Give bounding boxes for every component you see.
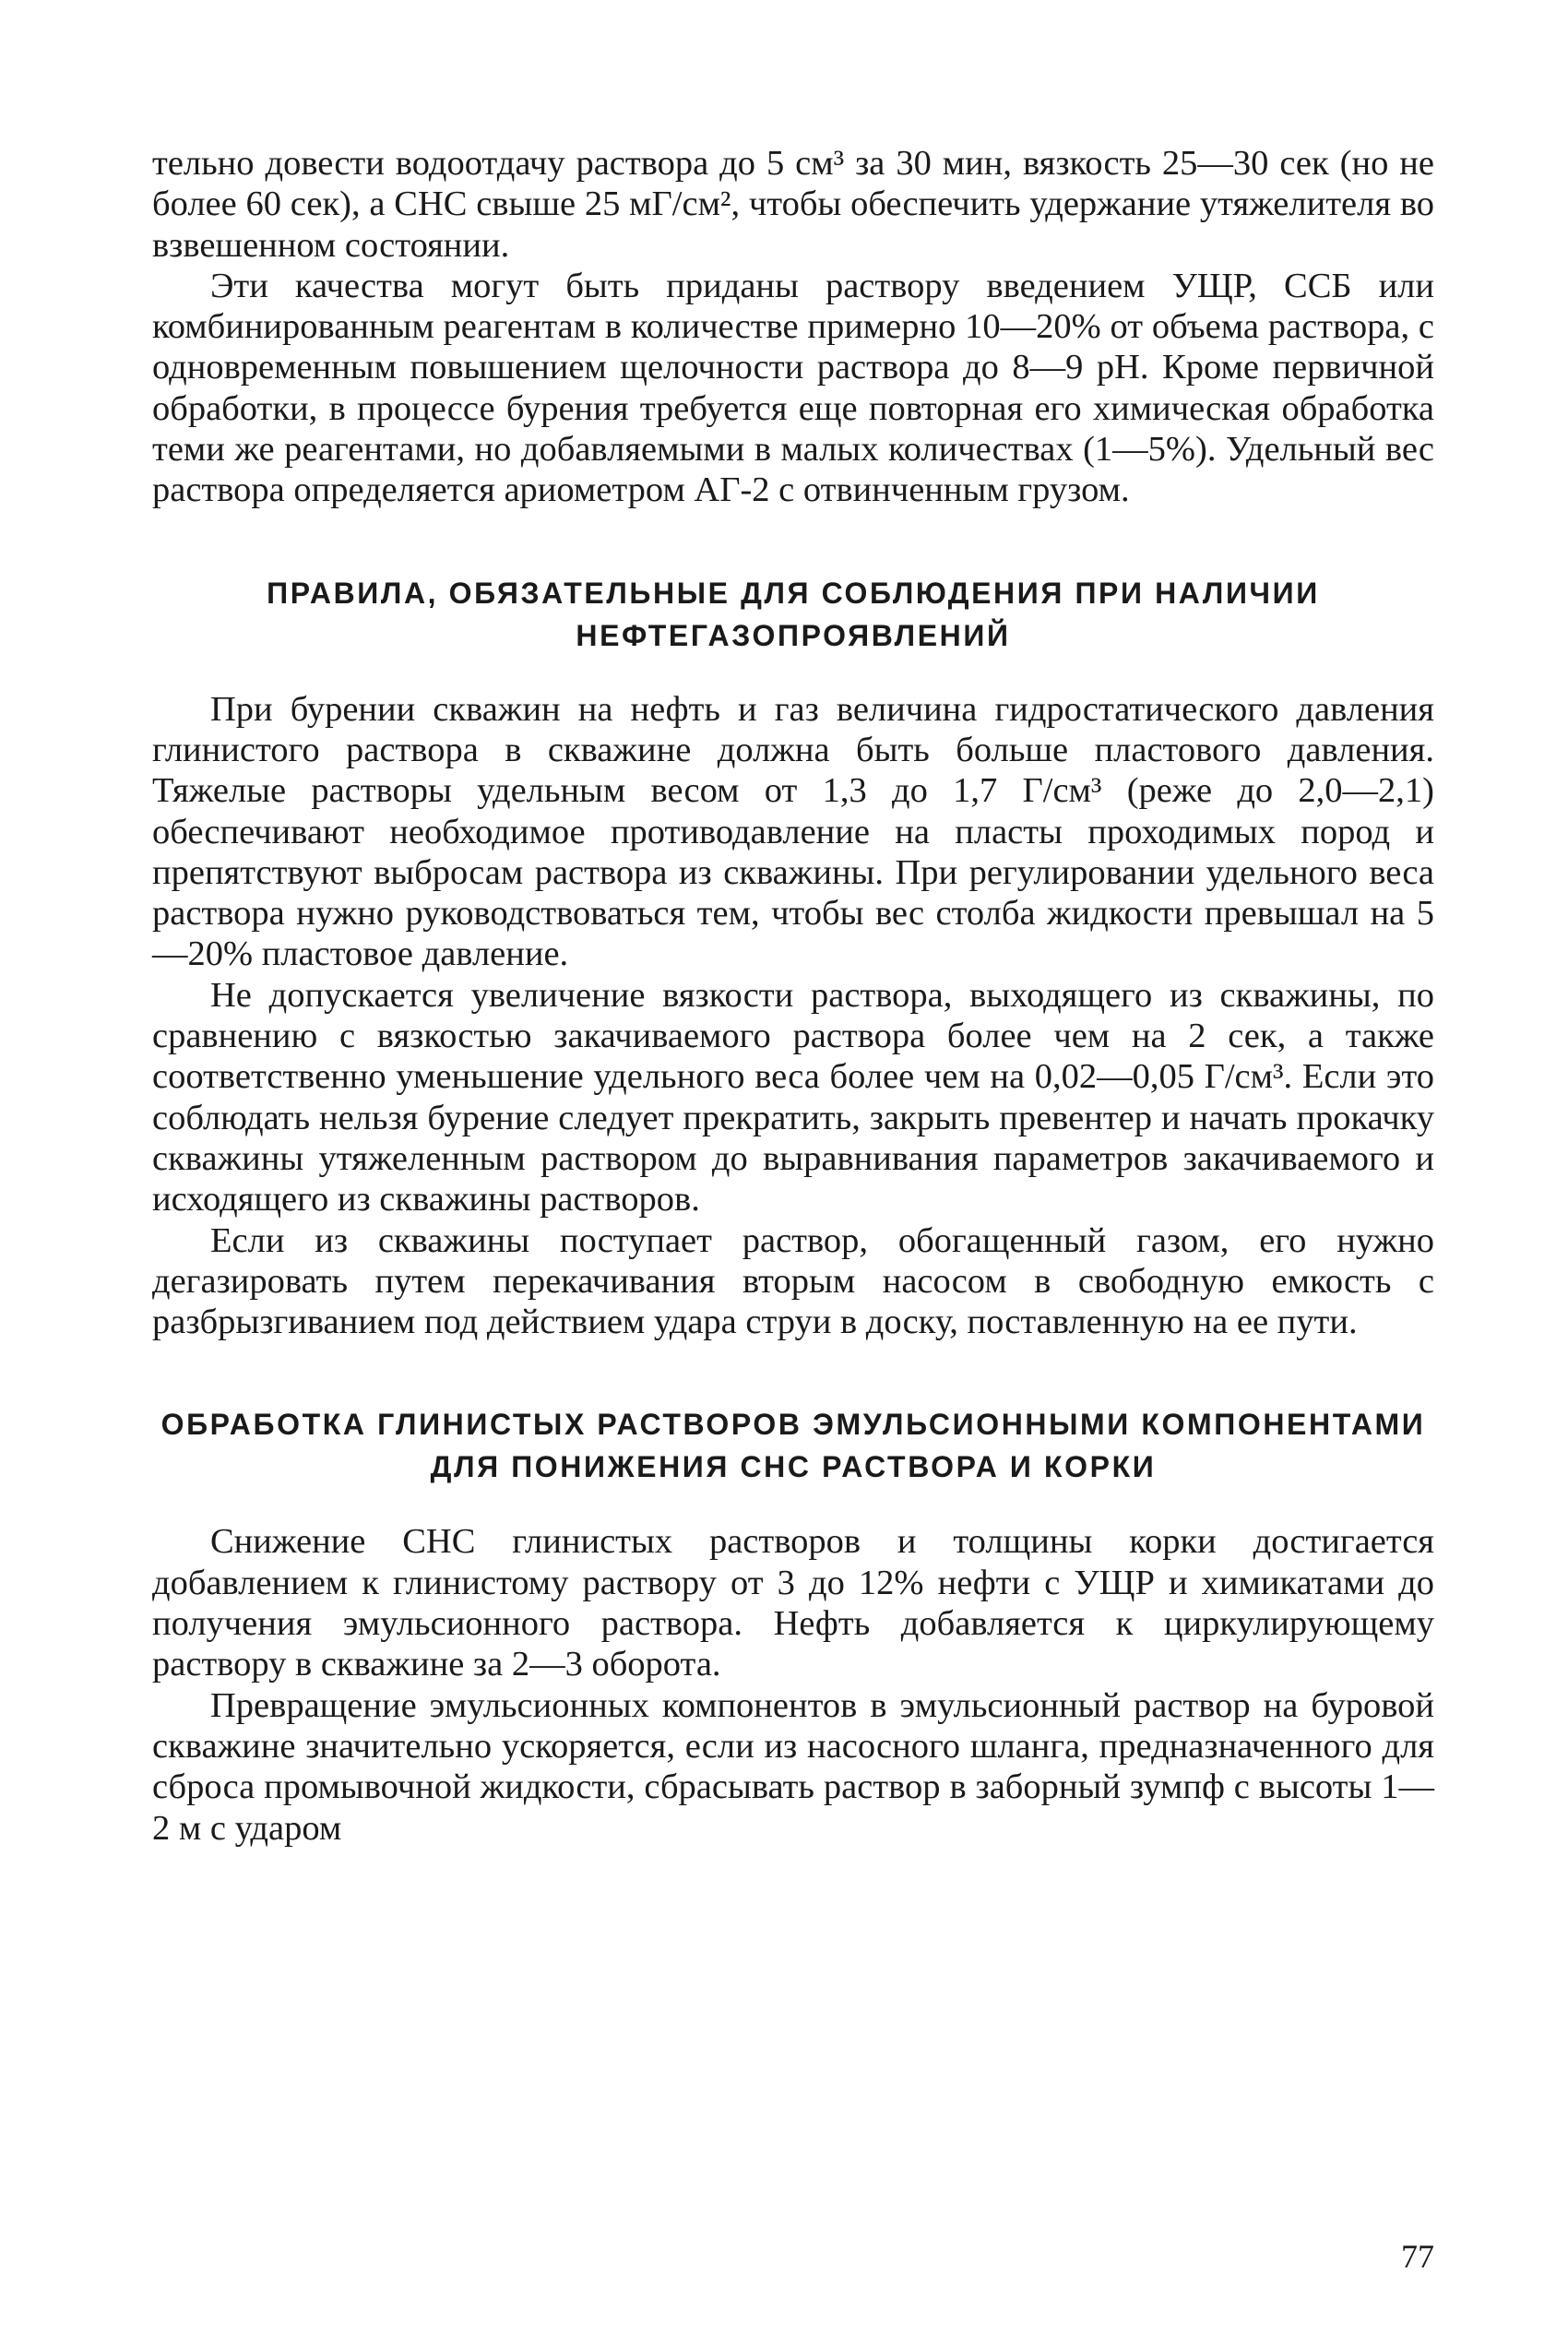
section-heading-emulsion: ОБРАБОТКА ГЛИНИСТЫХ РАСТВОРОВ ЭМУЛЬСИОННЫМИ КОМПОНЕНТАМИ ДЛЯ ПОНИЖЕНИЯ СНС РАСТВОРА И КОРКИ [160,1408,1426,1484]
page-number: 77 [1401,2238,1434,2275]
paragraph: Снижение СНС глинистых растворов и толщины корки достигается добавлением к глинистому раствору от 3 до 12% нефти с УЩР и химикатами до получения эмульсионного раствора. Нефть добавляется к циркулирующему раствору в скважине за 2—3 оборота. [152,1522,1434,1684]
paragraph: Превращение эмульсионных компонентов в эмульсионный раствор на буровой скважине значительно ускоряется, если из насосного шланга, предназначенного для сброса промывочной жидкости, сбрасывать раствор в заборный зумпф с высоты 1—2 м с ударом [152,1685,1434,1848]
page-body [152,143,1434,1849]
section-heading-rules: ПРАВИЛА, ОБЯЗАТЕЛЬНЫЕ ДЛЯ СОБЛЮДЕНИЯ ПРИ НАЛИЧИИ НЕФТЕГАЗОПРОЯВЛЕНИЙ [267,576,1320,652]
paragraph: Если из скважины поступает раствор, обогащенный газом, его нужно дегазировать путем перекачивания вторым насосом в свободную емкость с разбрызгиванием под действием удара струи в доску, поставленную на ее пути. [152,1220,1434,1342]
paragraph: Эти качества могут быть приданы раствору введением УЩР, ССБ или комбинированным реагентам в количестве примерно 10—20% от объема раствора, с одновременным повышением щелочности раствора до 8—9 pH. Кроме первичной обработки, в процессе бурения требуется еще повторная его химическая обработка теми же реагентами, но добавляемыми в малых количествах (1—5%). Удельный вес раствора определяется ариометром АГ-2 с отвинченным грузом. [152,266,1434,510]
paragraph: При бурении скважин на нефть и газ величина гидростатического давления глинистого раствора в скважине должна быть больше пластового давления. Тяжелые растворы удельным весом от 1,3 до 1,7 Г/см³ (реже до 2,0—2,1) обеспечивают необходимое противодавление на пласты проходимых пород и препятствуют выбросам раствора из скважины. При регулировании удельного веса раствора нужно руководствоваться тем, чтобы вес столба жидкости превышал на 5—20% пластовое давление. [152,689,1434,974]
paragraph: Не допускается увеличение вязкости раствора, выходящего из скважины, по сравнению с вязкостью закачиваемого раствора более чем на 2 сек, а также соответственно уменьшение удельного веса более чем на 0,02—0,05 Г/см³. Если это соблюдать нельзя бурение следует прекратить, закрыть превентер и начать прокачку скважины утяжеленным раствором до выравнивания параметров закачиваемого и исходящего из скважины растворов. [152,975,1434,1220]
paragraph-continuation: тельно довести водоотдачу раствора до 5 см³ за 30 мин, вязкость 25—30 сек (но не более 60 сек), а СНС свыше 25 мГ/см², чтобы обеспечить удержание утяжелителя во взвешенном состоянии. [152,144,1434,265]
